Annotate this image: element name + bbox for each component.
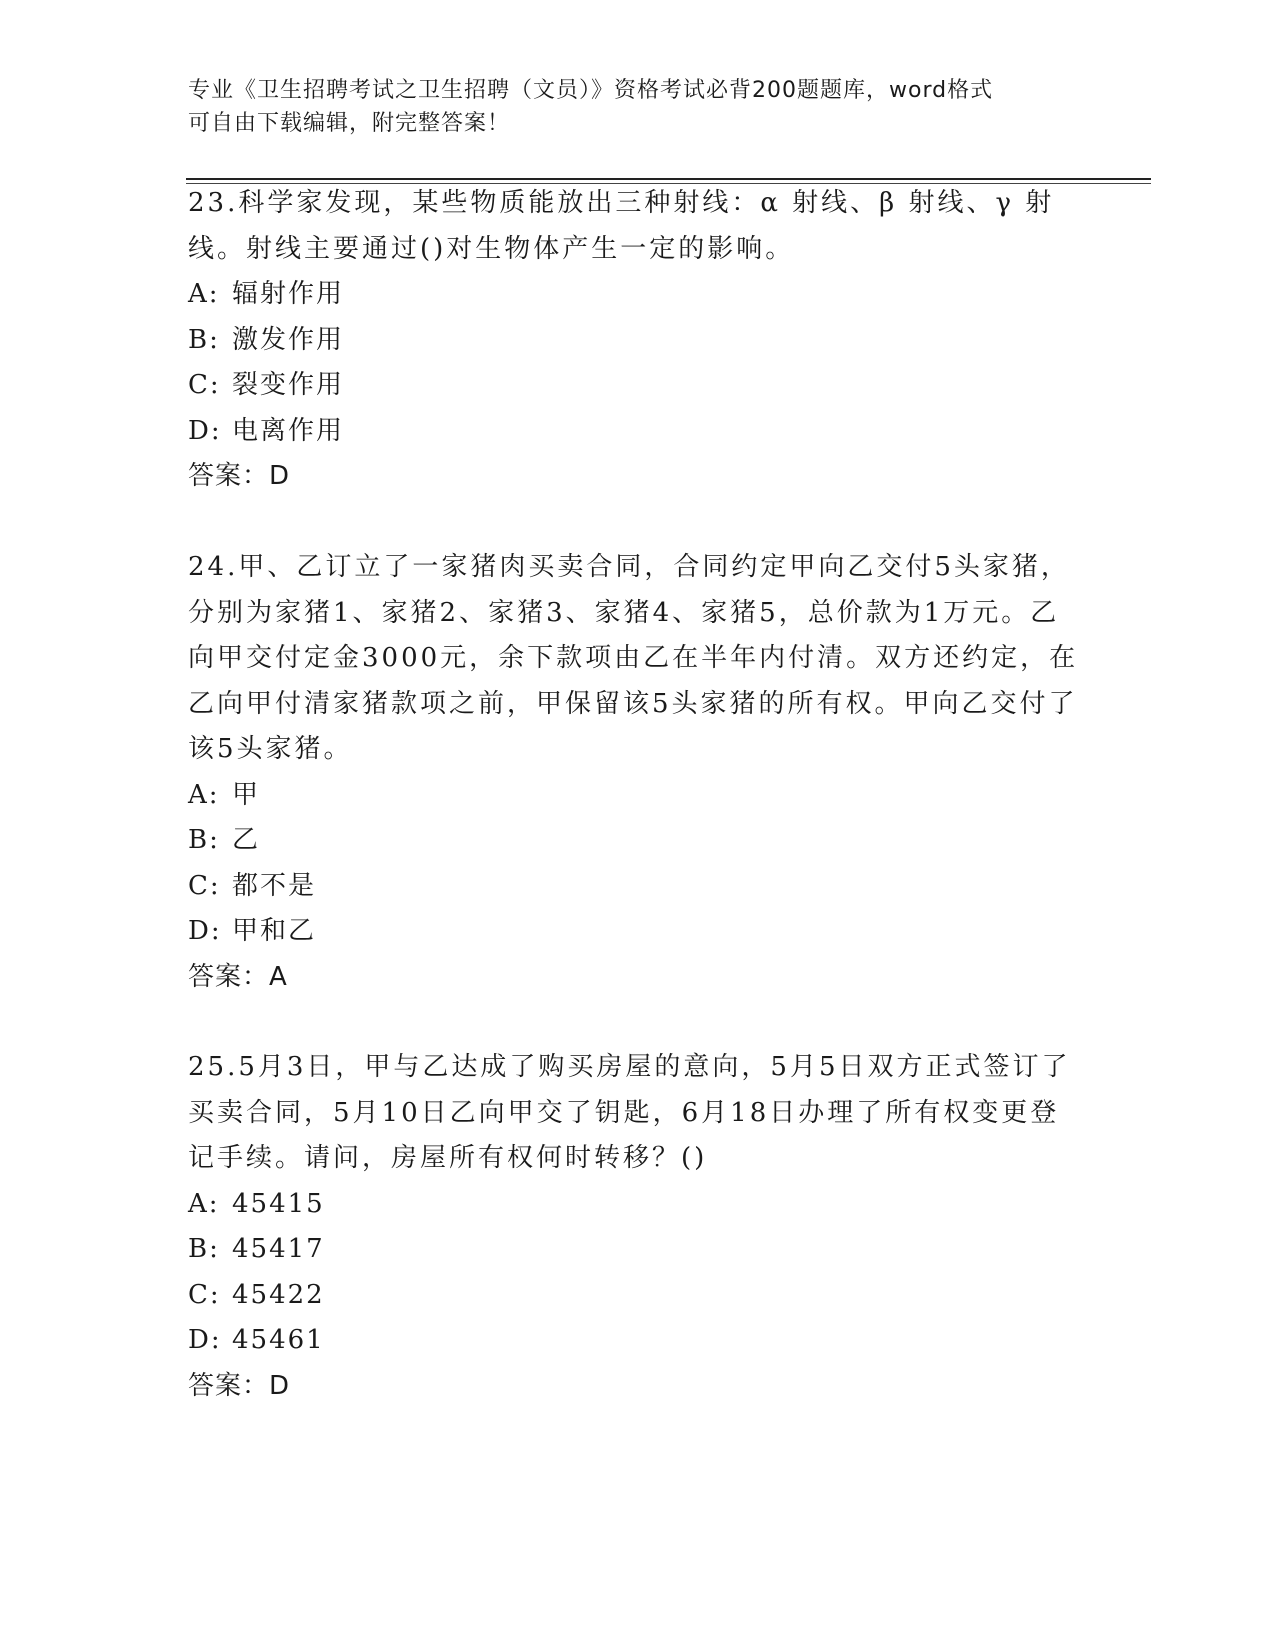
document-header <box>188 74 1088 140</box>
option-text: 甲和乙 <box>232 916 317 946</box>
option-a <box>188 1182 1088 1228</box>
answer-line: 答案：A <box>188 961 288 992</box>
option-text: 裂变作用 <box>232 370 345 400</box>
option-text: 45415 <box>232 1188 325 1219</box>
option-c <box>188 1273 1088 1319</box>
option-letter: A: <box>188 1188 220 1219</box>
option-text: 电离作用 <box>232 415 345 446</box>
option-d <box>188 1318 1088 1364</box>
option-letter: D: <box>188 916 222 946</box>
header-divider-thick <box>186 178 1151 180</box>
option-letter: C: <box>188 1279 221 1310</box>
option-text: 都不是 <box>232 870 317 901</box>
header-line-1: 专业《卫生招聘考试之卫生招聘（文员）》资格考试必背200题题库，word格式 <box>188 78 994 103</box>
option-text: 辐射作用 <box>232 279 345 309</box>
option-c <box>188 363 1088 409</box>
option-letter: B: <box>188 324 220 355</box>
option-text: 乙 <box>232 825 261 855</box>
option-letter: B: <box>188 1234 220 1264</box>
question-25 <box>188 1045 1088 1409</box>
option-text: 45417 <box>232 1234 325 1264</box>
answer-line: 答案：D <box>188 1370 291 1401</box>
option-text: 45461 <box>232 1325 325 1355</box>
option-text: 45422 <box>232 1279 325 1310</box>
option-d <box>188 409 1088 455</box>
option-letter: C: <box>188 370 221 400</box>
option-a <box>188 773 1088 819</box>
option-letter: C: <box>188 870 221 901</box>
option-letter: D: <box>188 415 222 446</box>
option-b <box>188 1227 1088 1273</box>
option-a <box>188 272 1088 318</box>
question-23 <box>188 181 1088 500</box>
question-stem: 25.5月3日，甲与乙达成了购买房屋的意向，5月5日双方正式签订了买卖合同，5月10日乙向甲交了钥匙，6月18日办理了所有权变更登记手续。请问，房屋所有权何时转移？() <box>188 1052 1071 1173</box>
option-letter: B: <box>188 825 220 855</box>
option-c <box>188 864 1088 910</box>
answer-line: 答案：D <box>188 461 291 491</box>
question-stem: 23.科学家发现，某些物质能放出三种射线：α 射线、β 射线、γ 射线。射线主要通过()对生物体产生一定的影响。 <box>188 188 1055 264</box>
option-b <box>188 818 1088 864</box>
option-text: 激发作用 <box>232 324 345 355</box>
option-letter: A: <box>188 779 220 810</box>
question-stem: 24.甲、乙订立了一家猪肉买卖合同，合同约定甲向乙交付5头家猪，分别为家猪1、家猪2、家猪3、家猪4、家猪5，总价款为1万元。乙向甲交付定金3000元，余下款项由乙在半年内付清。双方还约定，在乙向甲付清家猪款项之前，甲保留该5头家猪的所有权。甲向乙交付了该5头家猪。 <box>188 552 1079 764</box>
option-letter: D: <box>188 1325 222 1355</box>
question-24 <box>188 545 1088 1000</box>
option-d <box>188 909 1088 955</box>
option-text: 甲 <box>232 779 261 810</box>
option-b <box>188 318 1088 364</box>
header-line-2: 可自由下载编辑，附完整答案！ <box>188 111 511 136</box>
option-letter: A: <box>188 279 220 309</box>
